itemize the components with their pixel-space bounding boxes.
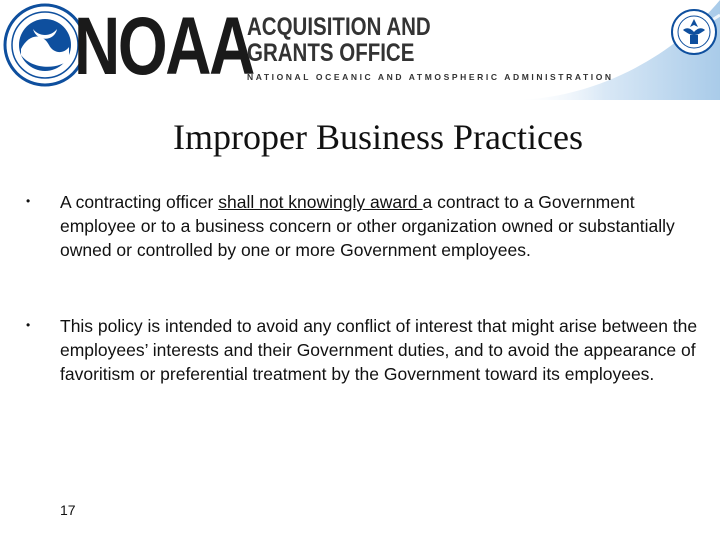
bullet-text [60,190,700,262]
underlined-phrase: shall not knowingly award [218,192,423,212]
bullet-marker: • [26,318,31,332]
noaa-logo-word: NOAA [74,1,253,92]
page-number: 17 [60,502,76,518]
office-title-line-2: GRANTS OFFICE [247,39,415,67]
office-title-line-1: ACQUISITION AND [247,13,431,41]
bullet-text-part: A contracting officer [60,192,219,212]
bullet-text-part: a contract to a Government employee or to a business concern or other organization owned or substantially owned or controlled by one or more Government employees. [60,192,675,260]
slide-title: Improper Business Practices [173,117,583,157]
slide-header [0,0,720,100]
office-subtitle: NATIONAL OCEANIC AND ATMOSPHERIC ADMINISTRATION [247,72,614,82]
bullet-marker: • [26,194,31,208]
bullet-text: This policy is intended to avoid any conflict of interest that might arise between the employees’ interests and their Government duties, and to avoid the appearance of favoritism or preferential treatment by the Government toward its employees. [60,316,698,384]
department-of-commerce-seal-icon [670,8,718,56]
